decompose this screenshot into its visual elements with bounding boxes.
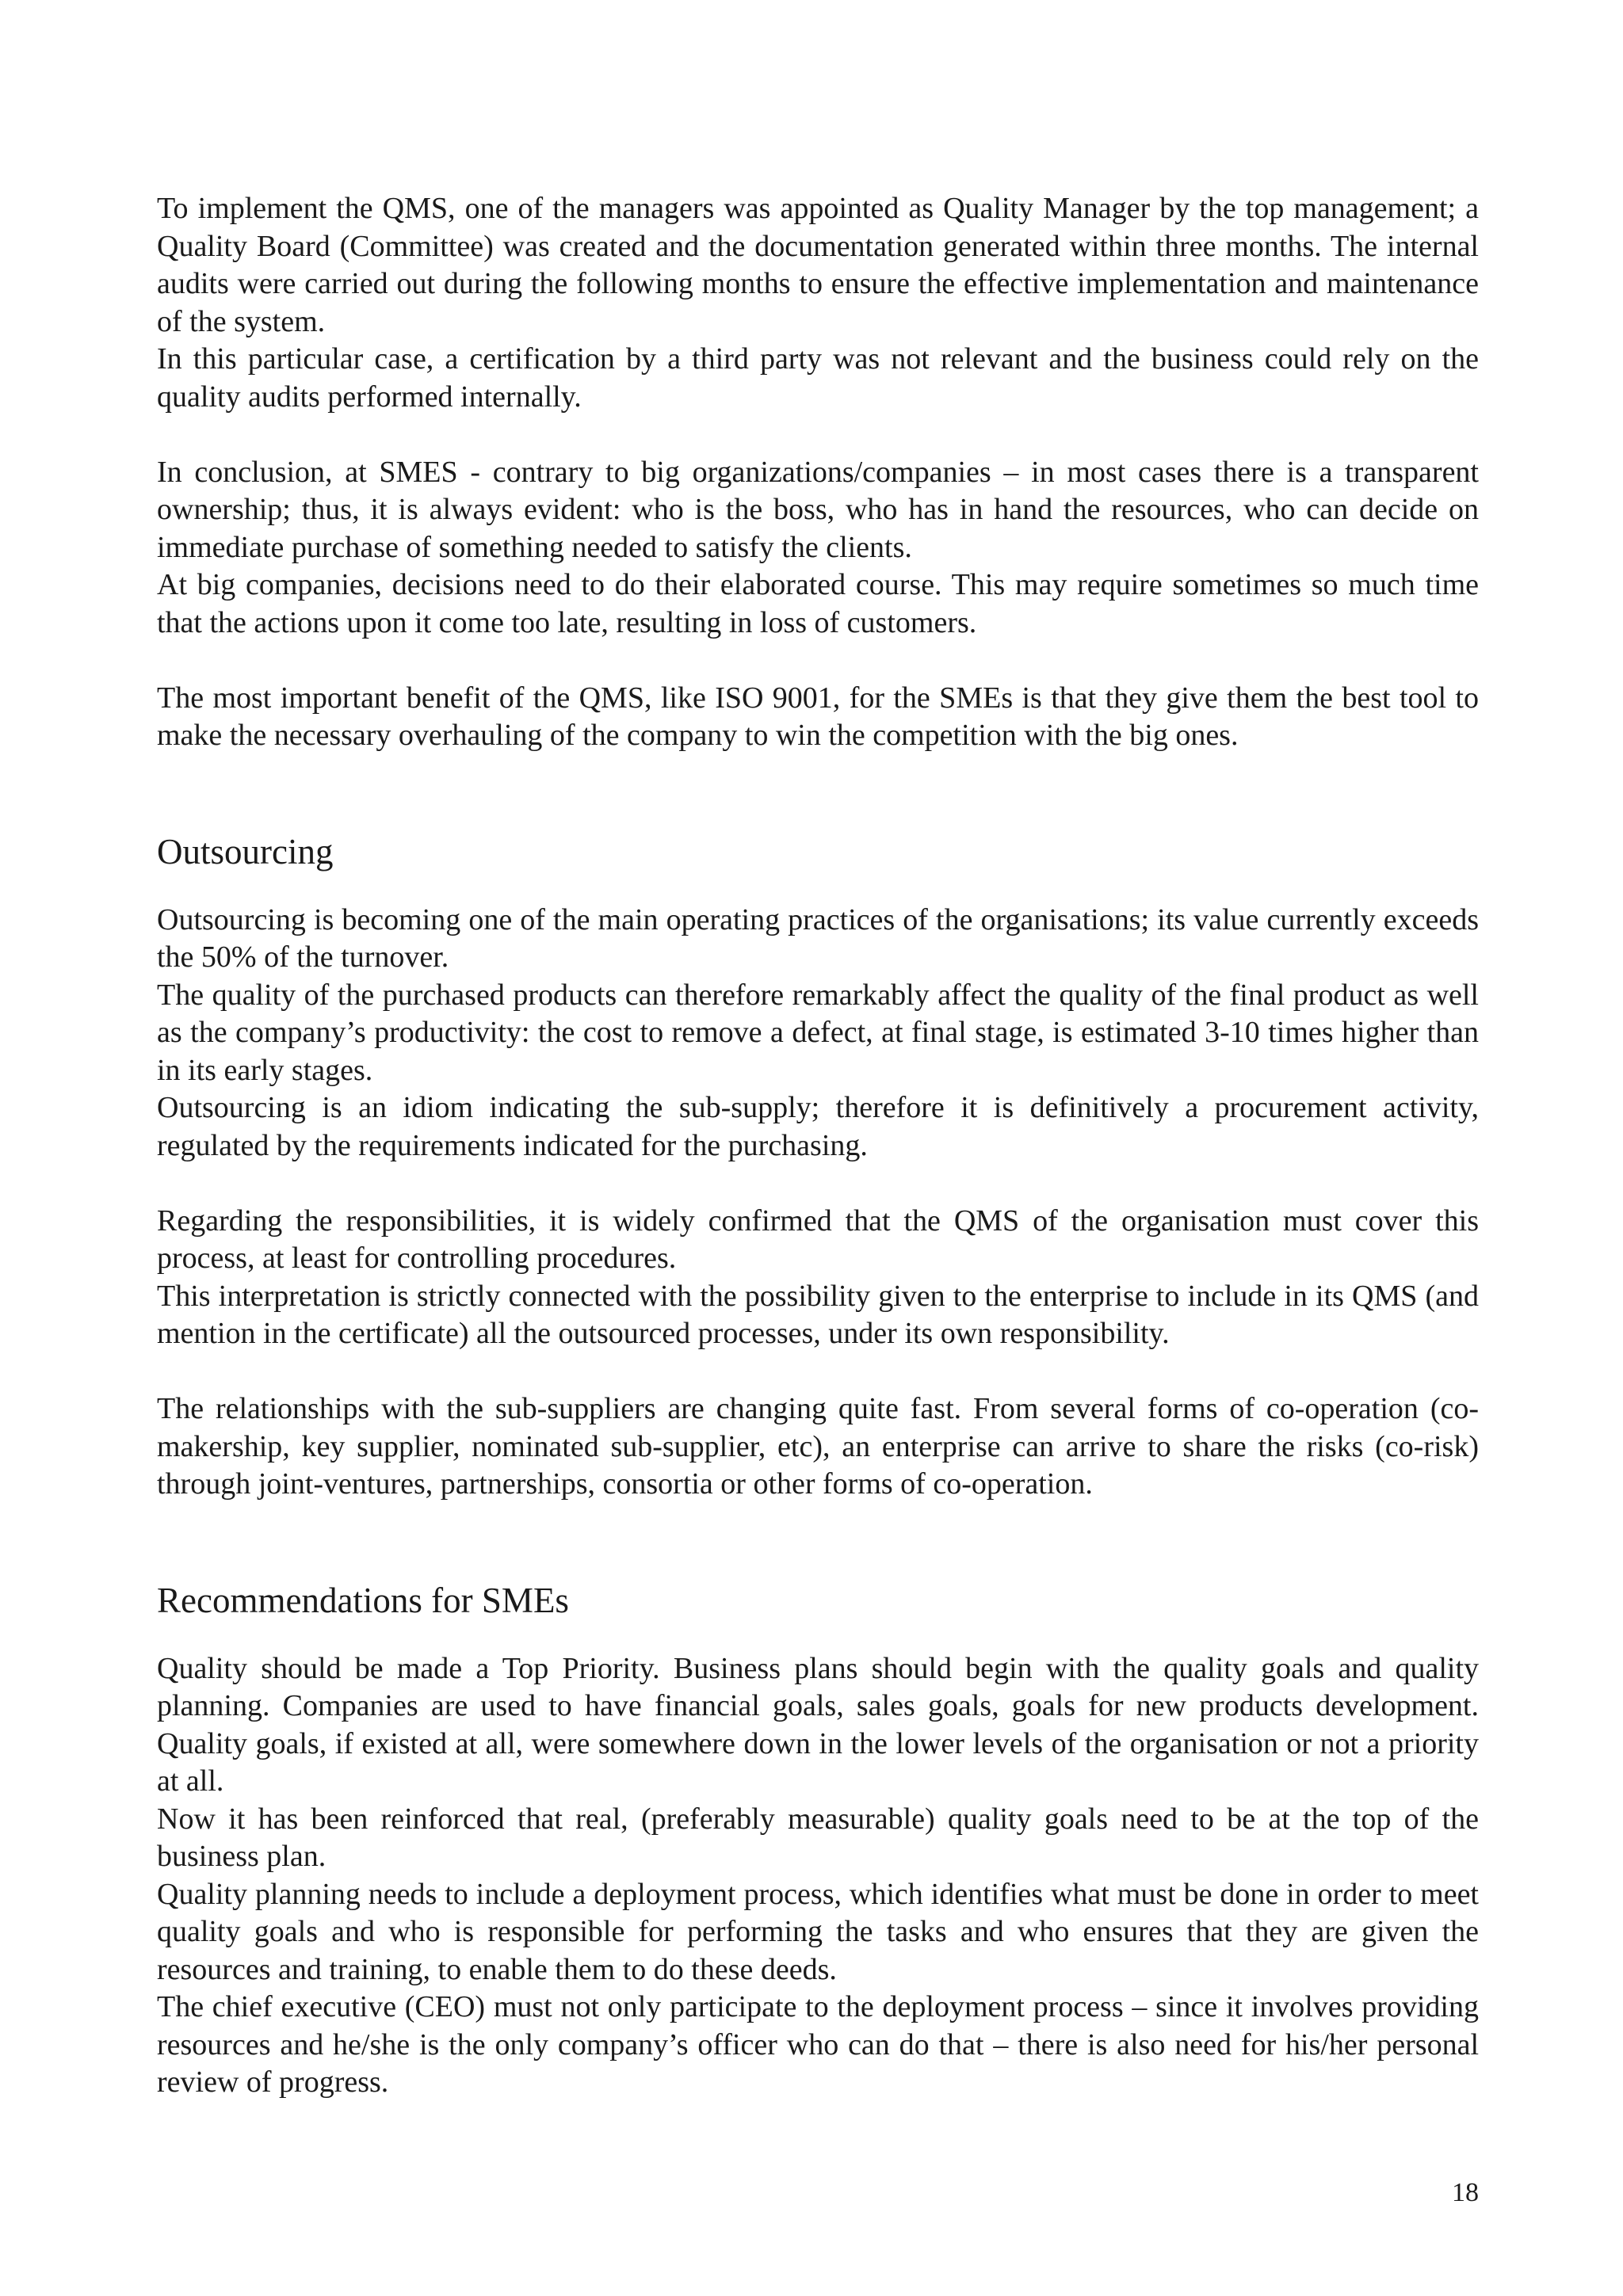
paragraph: The quality of the purchased products can therefore remarkably affect the quality of the final product as well as the company’s productivity: the cost to remove a defect, at final stage, is estimated 3-10 times higher than in its early stages.: [157, 978, 1479, 1087]
paragraph: In conclusion, at SMES - contrary to big organizations/companies – in most cases there is a transparent ownership; thus, it is always evident: who is the boss, who has in hand the resources, who can decide on immediate purchase of something needed to satisfy the clients.: [157, 455, 1479, 564]
document-page: [157, 190, 1479, 2102]
section-spacer: [157, 1504, 1479, 1579]
paragraph: Quality planning needs to include a deployment process, which identifies what must be done in order to meet quality goals and who is responsible for performing the tasks and who ensures that they are given the resources and training, to enable them to do these deeds.: [157, 1877, 1479, 1986]
paragraph: At big companies, decisions need to do their elaborated course. This may require sometimes so much time that the actions upon it come too late, resulting in loss of customers.: [157, 568, 1479, 639]
intro-section: [157, 190, 1479, 416]
page-number: 18: [1452, 2178, 1479, 2207]
paragraph-spacer: [157, 416, 1479, 454]
paragraph: Regarding the responsibilities, it is widely confirmed that the QMS of the organisation must cover this process, at least for controlling procedures.: [157, 1203, 1479, 1275]
paragraph: Quality should be made a Top Priority. Business plans should begin with the quality goals and quality planning. Companies are used to have financial goals, sales goals, goals for new products development. Quality goals, if existed at all, were somewhere down in the lower levels of the organisation or not a priority at all.: [157, 1651, 1479, 1798]
paragraph: To implement the QMS, one of the managers was appointed as Quality Manager by the top management; a Quality Board (Committee) was created and the documentation generated within three months. The internal audits were carried out during the following months to ensure the effective implementation and maintenance of the system.: [157, 192, 1479, 338]
paragraph: The most important benefit of the QMS, like ISO 9001, for the SMEs is that they give them the best tool to make the necessary overhauling of the company to win the competition with the big ones.: [157, 681, 1479, 752]
benefit-section: [157, 680, 1479, 755]
outsourcing-group-3: [157, 1390, 1479, 1504]
recommendations-section: [157, 1650, 1479, 2102]
paragraph: In this particular case, a certification by a third party was not relevant and the business could rely on the quality audits performed internally.: [157, 342, 1479, 414]
heading-spacer: [157, 1622, 1479, 1650]
paragraph-spacer: [157, 1165, 1479, 1203]
paragraph: The relationships with the sub-suppliers are changing quite fast. From several forms of co-operation (co-makership, key supplier, nominated sub-supplier, etc), an enterprise can arrive to share the risks (co-risk) through joint-ventures, partnerships, consortia or other forms of co-operation.: [157, 1392, 1479, 1501]
section-heading-outsourcing: Outsourcing: [157, 831, 334, 871]
conclusion-section: [157, 454, 1479, 643]
paragraph: The chief executive (CEO) must not only participate to the deployment process – since it involves providing resources and he/she is the only company’s officer who can do that – there is also need for his/her personal review of progress.: [157, 1990, 1479, 2099]
paragraph: Outsourcing is an idiom indicating the sub-supply; therefore it is definitively a procurement activity, regulated by the requirements indicated for the purchasing.: [157, 1091, 1479, 1162]
paragraph: Outsourcing is becoming one of the main operating practices of the organisations; its value currently exceeds the 50% of the turnover.: [157, 902, 1479, 974]
heading-spacer: [157, 873, 1479, 902]
paragraph: This interpretation is strictly connected with the possibility given to the enterprise to include in its QMS (and mention in the certificate) all the outsourced processes, under its own responsibility.: [157, 1279, 1479, 1350]
paragraph-spacer: [157, 1353, 1479, 1391]
outsourcing-group-1: [157, 902, 1479, 1165]
section-spacer: [157, 755, 1479, 830]
paragraph: Now it has been reinforced that real, (preferably measurable) quality goals need to be at the top of the business plan.: [157, 1802, 1479, 1873]
paragraph-spacer: [157, 642, 1479, 680]
outsourcing-group-2: [157, 1203, 1479, 1353]
section-heading-recommendations: Recommendations for SMEs: [157, 1580, 569, 1620]
